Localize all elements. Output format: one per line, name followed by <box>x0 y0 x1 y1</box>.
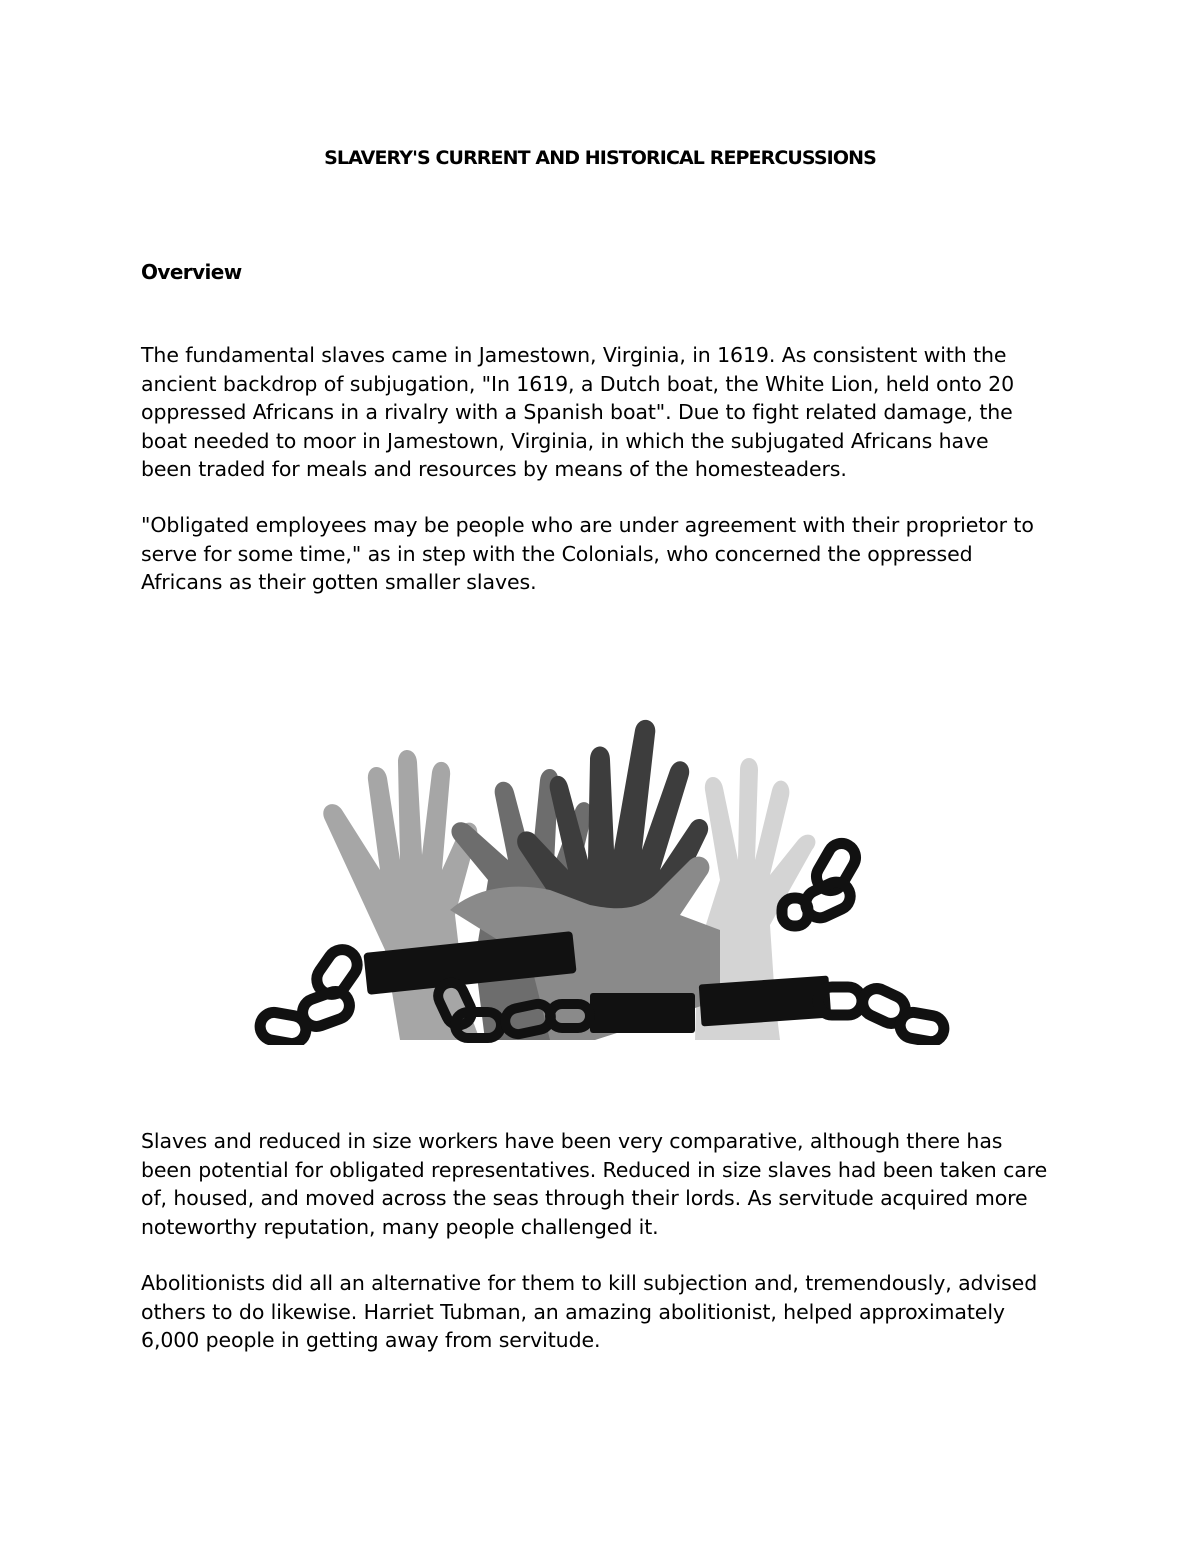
paragraph-line: "Obligated employees may be people who are under agreement with their proprietor to <box>141 513 1034 537</box>
paragraph-line: Slaves and reduced in size workers have been very comparative, although there has <box>141 1129 1003 1153</box>
paragraph-line: ancient backdrop of subjugation, "In 1619, a Dutch boat, the White Lion, held onto 20 <box>141 371 1015 396</box>
raised-hands-broken-chains-icon <box>250 700 950 1045</box>
paragraph-line: 6,000 people in getting away from servitude. <box>141 1328 601 1353</box>
section-heading-overview: Overview <box>141 260 242 284</box>
paragraph-line: noteworthy reputation, many people challenged it. <box>141 1214 659 1239</box>
paragraph-line: been traded for meals and resources by means of the homesteaders. <box>141 457 847 482</box>
paragraph-line: boat needed to moor in Jamestown, Virginia, in which the subjugated Africans have <box>141 428 989 453</box>
paragraph-1 <box>141 341 1076 484</box>
paragraph-4 <box>141 1269 1076 1355</box>
paragraph-line: The fundamental slaves came in Jamestown, Virginia, in 1619. As consistent with the <box>141 343 1007 367</box>
chain-right <box>818 984 946 1044</box>
paragraph-line: serve for some time," as in step with the Colonials, who concerned the oppressed <box>141 541 973 566</box>
paragraph-line: been potential for obligated representatives. Reduced in size slaves had been taken care <box>141 1157 1048 1182</box>
chain-left <box>258 944 363 1045</box>
document-title: SLAVERY'S CURRENT AND HISTORICAL REPERCUSSIONS <box>324 147 876 169</box>
shackle-right-1 <box>590 993 695 1033</box>
paragraph-2 <box>141 511 1076 597</box>
paragraph-line: oppressed Africans in a rivalry with a Spanish boat". Due to fight related damage, the <box>141 400 1013 425</box>
paragraph-line: Abolitionists did all an alternative for them to kill subjection and, tremendously, advised <box>141 1271 1038 1295</box>
paragraph-line: Africans as their gotten smaller slaves. <box>141 570 537 595</box>
paragraph-line: of, housed, and moved across the seas through their lords. As servitude acquired more <box>141 1186 1028 1211</box>
paragraph-line: others to do likewise. Harriet Tubman, an amazing abolitionist, helped approximately <box>141 1299 1005 1324</box>
paragraph-3 <box>141 1127 1076 1241</box>
